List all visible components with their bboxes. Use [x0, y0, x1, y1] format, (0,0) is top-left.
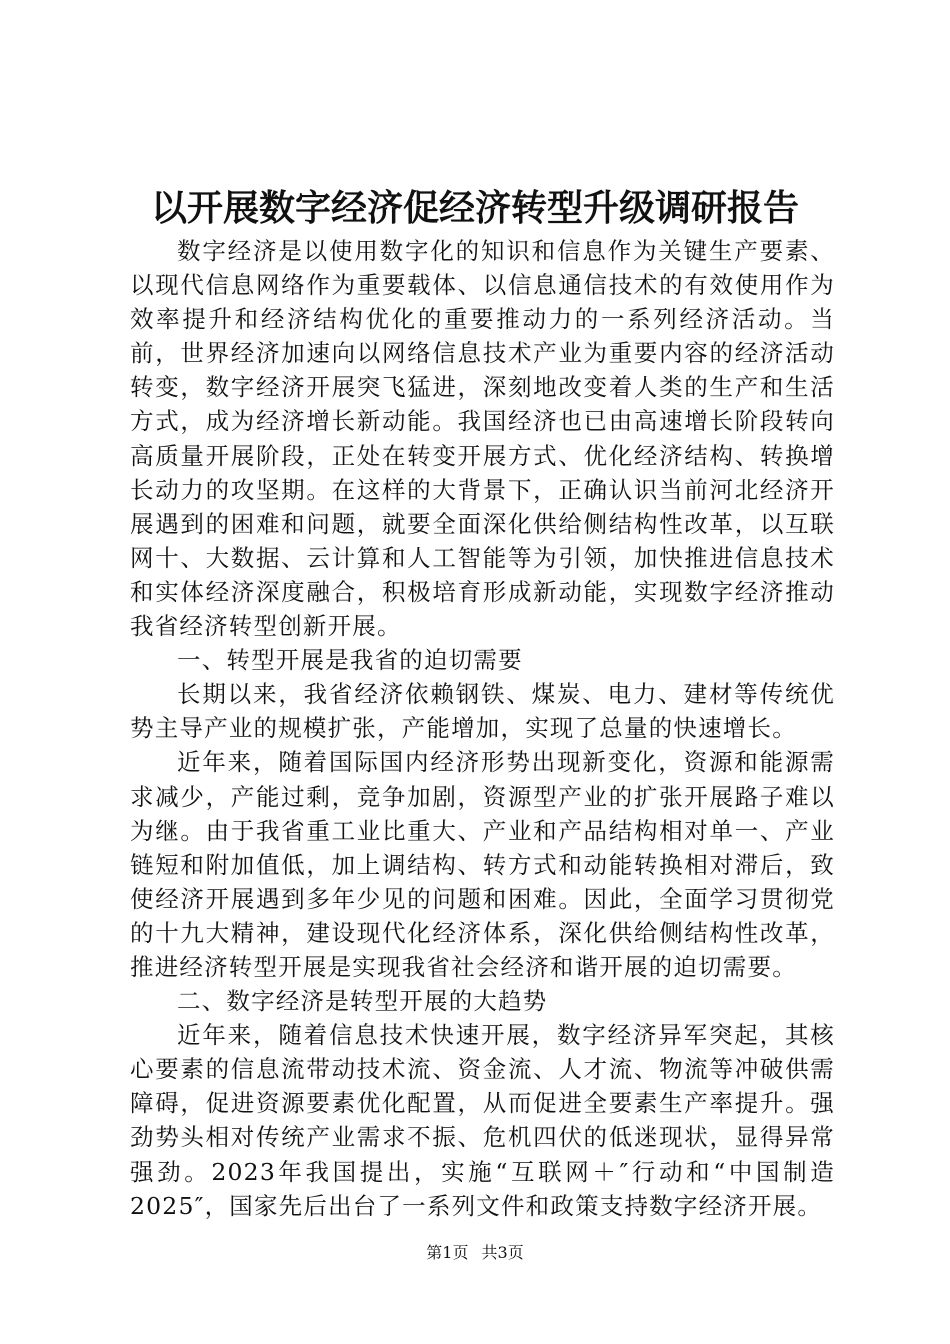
paragraph-history: 长期以来，我省经济依赖钢铁、煤炭、电力、建材等传统优势主导产业的规模扩张，产能增加，实现了总量的快速增长。	[130, 680, 835, 743]
paragraph-intro: 数字经济是以使用数字化的知识和信息作为关键生产要素、以现代信息网络作为重要载体、以信息通信技术的有效使用作为效率提升和经济结构优化的重要推动力的一系列经济活动。当前，世界经济加速向以网络信息技术产业为重要内容的经济活动转变，数字经济开展突飞猛进，深刻地改变着人类的生产和生活方式，成为经济增长新动能。我国经济也已由高速增长阶段转向高质量开展阶段，正处在转变开展方式、优化经济结构、转换增长动力的攻坚期。在这样的大背景下，正确认识当前河北经济开展遇到的困难和问题，就要全面深化供给侧结构性改革，以互联网十、大数据、云计算和人工智能等为引领，加快推进信息技术和实体经济深度融合，积极培育形成新动能，实现数字经济推动我省经济转型创新开展。	[130, 237, 835, 641]
paragraph-digital-trend: 近年来，随着信息技术快速开展，数字经济异军突起，其核心要素的信息流带动技术流、资金流、人才流、物流等冲破供需障碍，促进资源要素优化配置，从而促进全要素生产率提升。强劲势头相对传统产业需求不振、危机四伏的低迷现状，显得异常强劲。2023年我国提出，实施“互联网＋″行动和“中国制造2025″，国家先后出台了一系列文件和政策支持数字经济开展。	[130, 1021, 835, 1220]
section-heading-2: 二、数字经济是转型开展的大趋势	[177, 987, 548, 1016]
section-heading-1: 一、转型开展是我省的迫切需要	[177, 646, 523, 675]
page-footer	[0, 1243, 950, 1263]
page-number: 第1页	[426, 1243, 469, 1262]
paragraph-recent-years: 近年来，随着国际国内经济形势出现新变化，资源和能源需求减少，产能过剩，竞争加剧，资源型产业的扩张开展路子难以为继。由于我省重工业比重大、产业和产品结构相对单一、产业链短和附加值低，加上调结构、转方式和动能转换相对滞后，致使经济开展遇到多年少见的问题和困难。因此，全面学习贯彻党的十九大精神，建设现代化经济体系，深化供给侧结构性改革，推进经济转型开展是实现我省社会经济和谐开展的迫切需要。	[130, 748, 835, 981]
page-total: 共3页	[481, 1243, 524, 1262]
document-title: 以开展数字经济促经济转型升级调研报告	[150, 187, 799, 229]
document-body	[130, 234, 835, 1223]
